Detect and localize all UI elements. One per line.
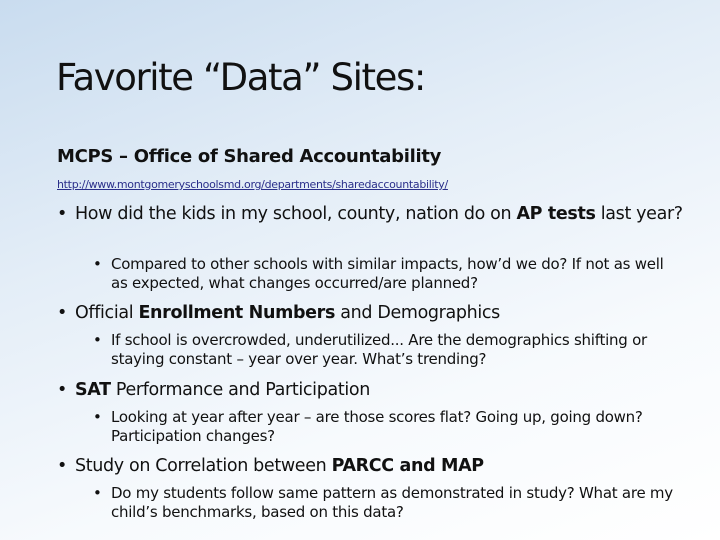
- bullet-dot-icon: •: [57, 303, 67, 323]
- sub-bullet-study: [93, 484, 683, 522]
- bullet-text-bold: PARCC and MAP: [331, 456, 484, 476]
- bullet-text-post: Performance and Participation: [110, 380, 370, 400]
- sub-bullet-text: If school is overcrowded, underutilized... Are the demographics shifting or staying constant – year over year. What’s trending?: [111, 331, 647, 368]
- bullet-study: [57, 455, 697, 477]
- sub-bullet-text: Compared to other schools with similar impacts, how’d we do? If not as well as expected, what changes occurred/are planned?: [111, 255, 664, 292]
- bullet-text-bold: AP tests: [516, 204, 596, 224]
- sub-bullet-sat: [93, 408, 683, 446]
- bullet-text-pre: Study on Correlation between: [75, 456, 332, 476]
- sub-bullet-enrollment: [93, 331, 683, 369]
- sub-bullet-text: Looking at year after year – are those scores flat? Going up, going down? Participation changes?: [111, 408, 643, 445]
- bullet-text-bold: SAT: [75, 380, 111, 400]
- bullet-enrollment: [57, 302, 697, 324]
- bullet-dot-icon: •: [93, 255, 102, 273]
- bullet-dot-icon: •: [57, 380, 67, 400]
- bullet-dot-icon: •: [57, 204, 67, 224]
- bullet-dot-icon: •: [93, 331, 102, 349]
- bullet-dot-icon: •: [93, 408, 102, 426]
- bullet-text-post: and Demographics: [335, 303, 500, 323]
- bullet-text-bold: Enrollment Numbers: [138, 303, 336, 323]
- slide-subtitle: MCPS – Office of Shared Accountability: [57, 146, 442, 167]
- slide-title: Favorite “Data” Sites:: [56, 56, 425, 99]
- sub-bullet-text: Do my students follow same pattern as demonstrated in study? What are my child’s benchmarks, based on this data?: [111, 484, 673, 521]
- bullet-text-post: last year?: [595, 204, 683, 224]
- bullet-text-pre: Official: [75, 303, 139, 323]
- accountability-link[interactable]: http://www.montgomeryschoolsmd.org/departments/sharedaccountability/: [57, 178, 448, 191]
- bullet-dot-icon: •: [57, 456, 67, 476]
- sub-bullet-ap-tests: [93, 255, 683, 293]
- bullet-dot-icon: •: [93, 484, 102, 502]
- bullet-ap-tests: [57, 203, 697, 225]
- bullet-sat: [57, 379, 697, 401]
- bullet-text-pre: How did the kids in my school, county, nation do on: [75, 204, 517, 224]
